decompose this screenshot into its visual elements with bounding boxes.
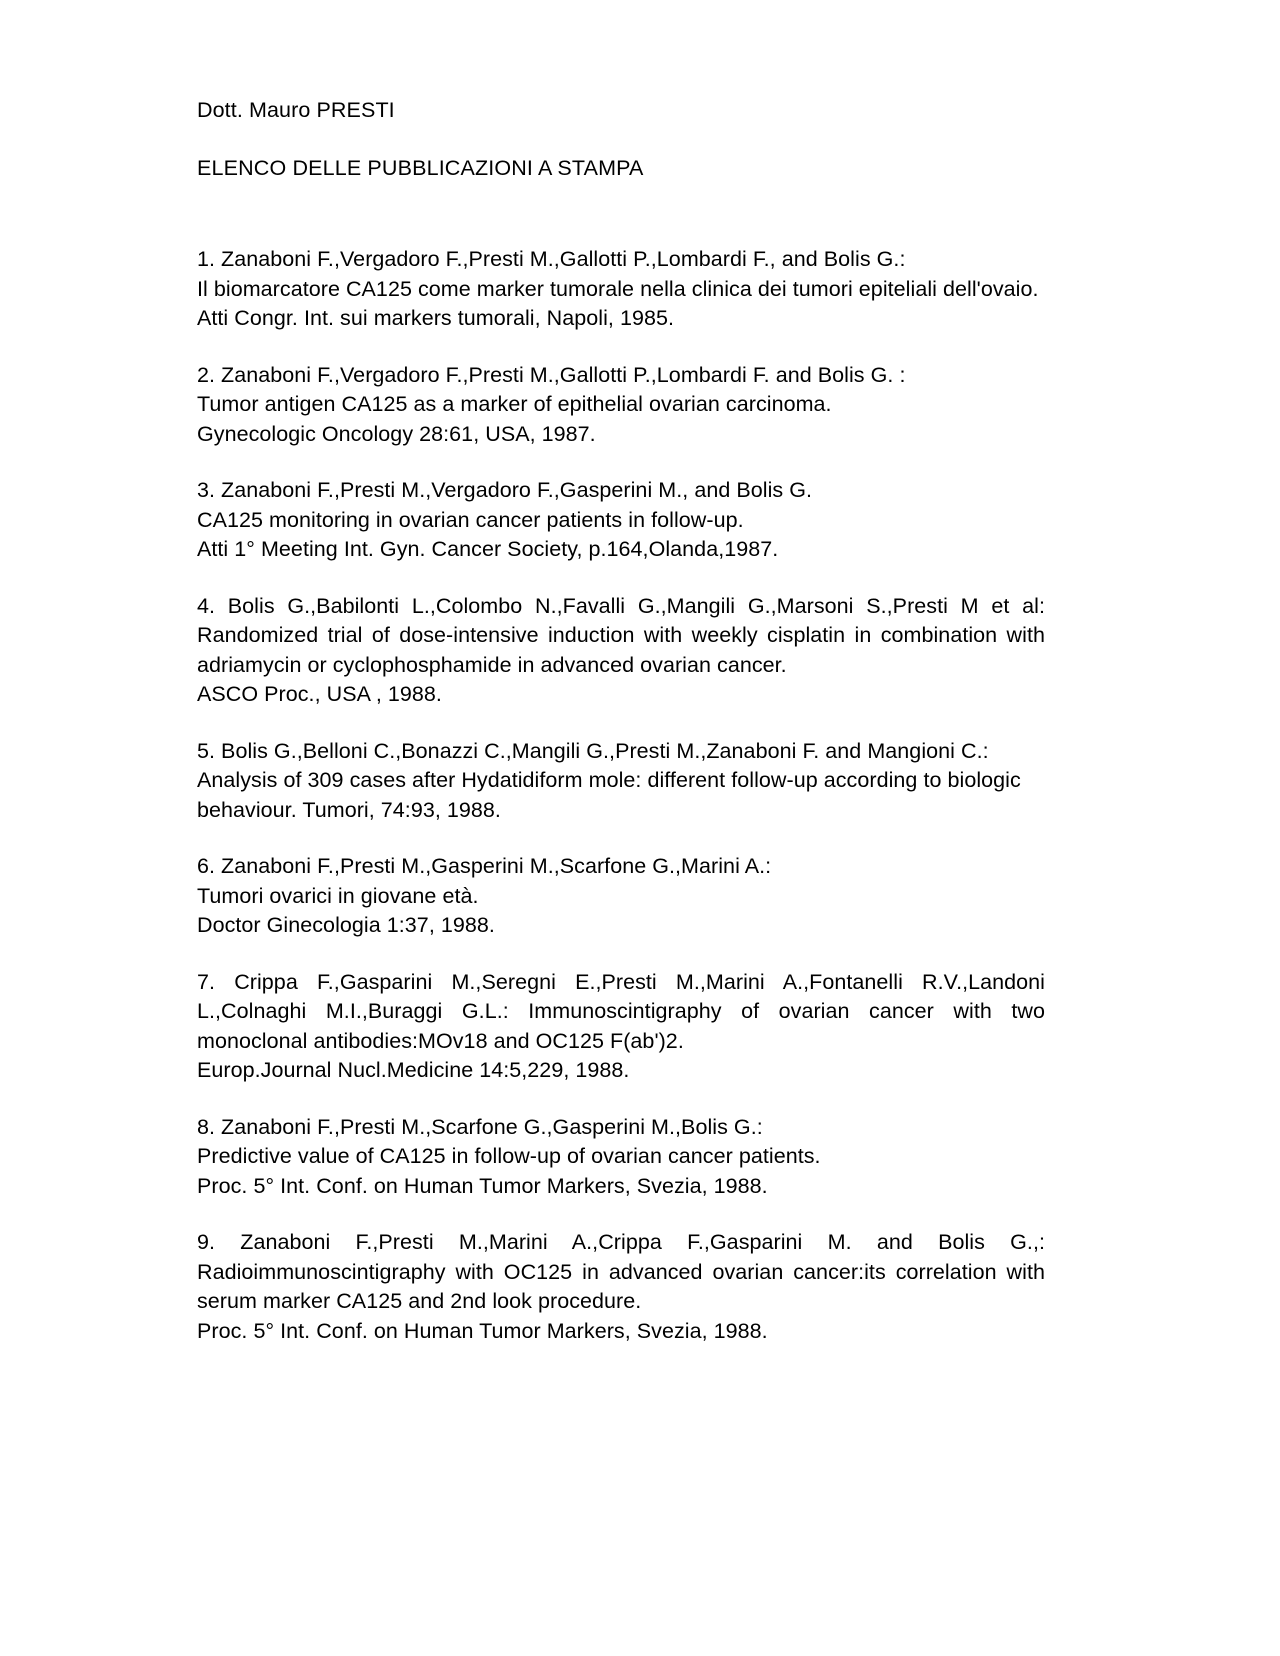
entry-source: Doctor Ginecologia 1:37, 1988. [197, 913, 495, 937]
entry-authors: 2. Zanaboni F.,Vergadoro F.,Presti M.,Gallotti P.,Lombardi F. and Bolis G. : [197, 362, 906, 387]
entry-source: Proc. 5° Int. Conf. on Human Tumor Markers, Svezia, 1988. [197, 1318, 768, 1343]
publication-entry [197, 592, 1045, 710]
publication-entry [197, 361, 1045, 450]
author-name-line: Dott. Mauro PRESTI [197, 98, 395, 122]
publication-entry [197, 1113, 1045, 1202]
page-title: ELENCO DELLE PUBBLICAZIONI A STAMPA [197, 155, 644, 180]
publication-entry [197, 245, 1045, 334]
document-header [197, 96, 1045, 183]
entry-authors: 1. Zanaboni F.,Vergadoro F.,Presti M.,Gallotti P.,Lombardi F., and Bolis G.: [197, 247, 906, 271]
publications-list [197, 245, 1045, 1346]
publication-entry [197, 1228, 1045, 1346]
publication-entry [197, 476, 1045, 565]
document-content [197, 96, 1045, 1346]
entry-title: Predictive value of CA125 in follow-up of ovarian cancer patients. [197, 1144, 821, 1168]
entry-title: Il biomarcatore CA125 come marker tumorale nella clinica dei tumori epiteliali dell'ovaio. [197, 276, 1039, 301]
publication-entry [197, 968, 1045, 1086]
entry-source: Europ.Journal Nucl.Medicine 14:5,229, 1988. [197, 1058, 630, 1082]
entry-authors: 4. Bolis G.,Babilonti L.,Colombo N.,Favalli G.,Mangili G.,Marsoni S.,Presti M et al: Randomized trial of dose-intensive induction with weekly cisplatin in combination with adriamycin or cyclophosphamide in advanced ovarian cancer. [197, 593, 1045, 677]
entry-source: ASCO Proc., USA , 1988. [197, 682, 442, 706]
entry-authors: 5. Bolis G.,Belloni C.,Bonazzi C.,Mangili G.,Presti M.,Zanaboni F. and Mangioni C.: Analysis of 309 cases after Hydatidiform mole: different follow-up according to biologic behaviour. Tumori, 74:93, 1988. [197, 738, 1021, 822]
publication-entry [197, 852, 1045, 941]
entry-source: Atti 1° Meeting Int. Gyn. Cancer Society, p.164,Olanda,1987. [197, 537, 779, 561]
entry-title: CA125 monitoring in ovarian cancer patients in follow-up. [197, 507, 744, 532]
entry-source: Atti Congr. Int. sui markers tumorali, Napoli, 1985. [197, 306, 674, 330]
entry-authors: 7. Crippa F.,Gasparini M.,Seregni E.,Presti M.,Marini A.,Fontanelli R.V.,Landoni L.,Colnaghi M.I.,Buraggi G.L.: Immunoscintigraphy of ovarian cancer with two monoclonal antibodies:MOv18 and OC125 F(ab')2. [197, 969, 1045, 1053]
entry-authors: 9. Zanaboni F.,Presti M.,Marini A.,Crippa F.,Gasparini M. and Bolis G.,: Radioimmunoscintigraphy with OC125 in advanced ovarian cancer:its correlation with serum marker CA125 and 2nd look procedure. [197, 1230, 1045, 1313]
entry-source: Gynecologic Oncology 28:61, USA, 1987. [197, 421, 596, 446]
entry-authors: 8. Zanaboni F.,Presti M.,Scarfone G.,Gasperini M.,Bolis G.: [197, 1114, 763, 1139]
entry-authors: 3. Zanaboni F.,Presti M.,Vergadoro F.,Gasperini M., and Bolis G. [197, 478, 813, 502]
entry-authors: 6. Zanaboni F.,Presti M.,Gasperini M.,Scarfone G.,Marini A.: [197, 854, 772, 878]
entry-title: Tumor antigen CA125 as a marker of epithelial ovarian carcinoma. [197, 392, 832, 416]
entry-source: Proc. 5° Int. Conf. on Human Tumor Markers, Svezia, 1988. [197, 1173, 768, 1198]
publication-entry [197, 737, 1045, 826]
entry-title: Tumori ovarici in giovane età. [197, 883, 479, 908]
